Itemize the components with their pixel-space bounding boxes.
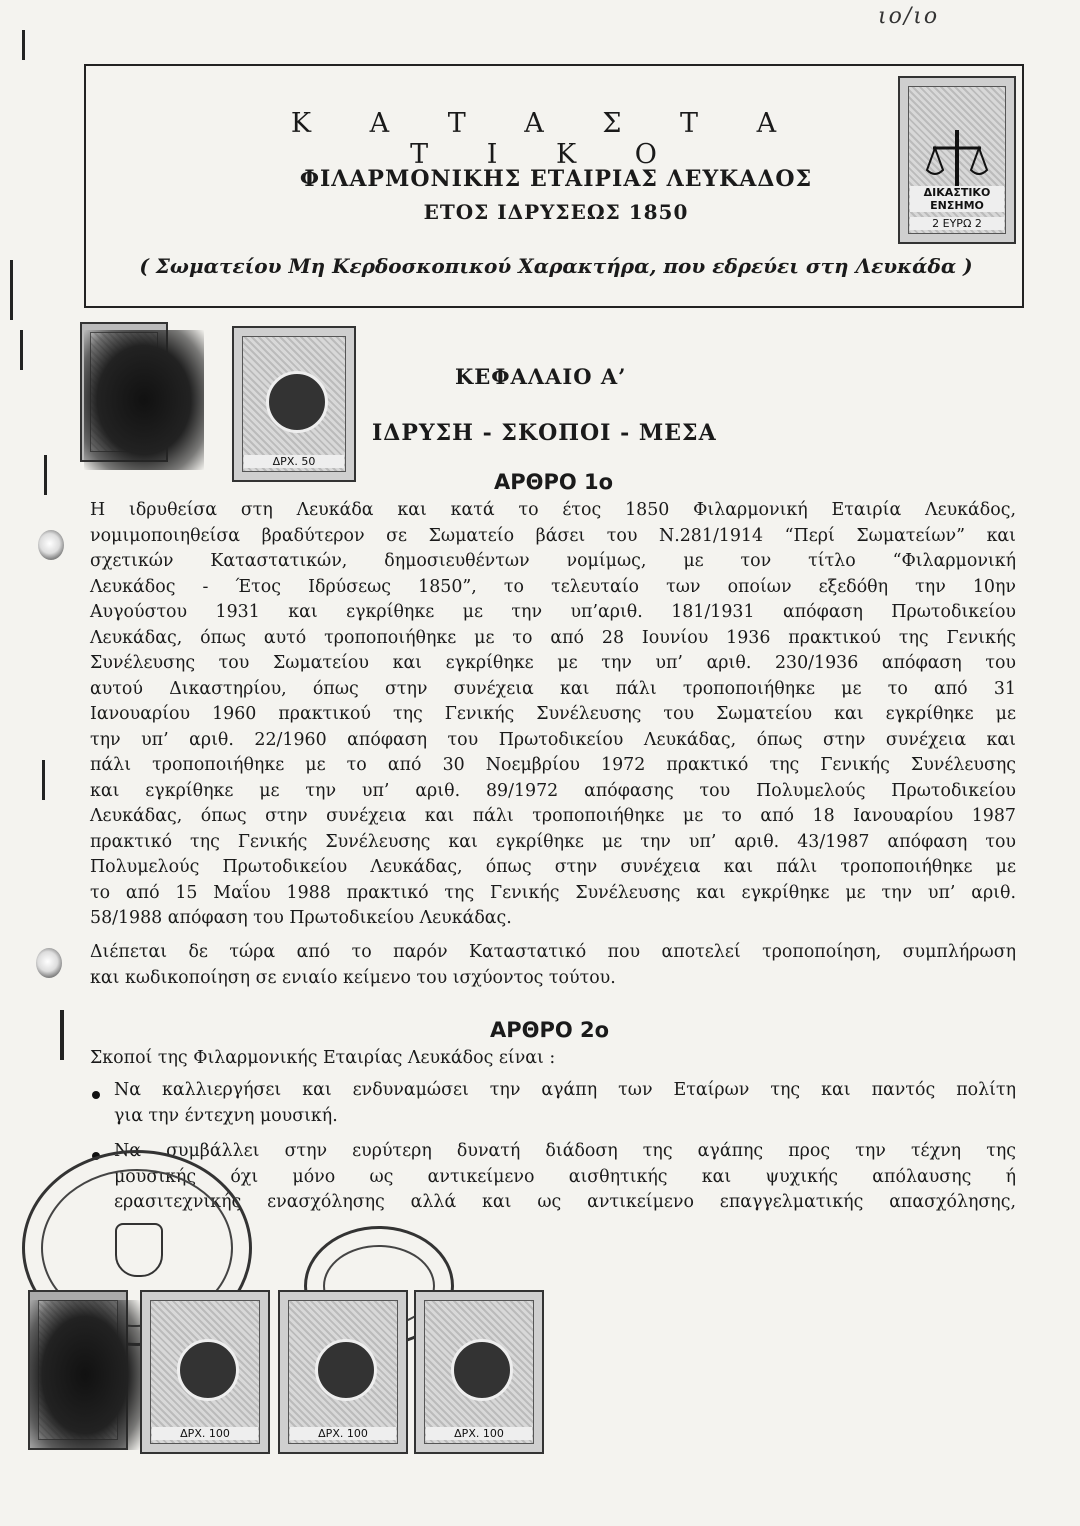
text-line: Να συμβάλλει στην ευρύτερη δυνατή διάδοση της αγάπης προς την τέχνη της <box>114 1141 1016 1161</box>
stamp-value: ΔΡΧ. 100 <box>152 1427 258 1440</box>
cancellation-ink-icon <box>84 330 204 470</box>
punch-hole <box>36 948 62 978</box>
bullet-icon <box>92 1091 100 1099</box>
text-line: αυτού Δικαστηρίου, όπως στην συνέχεια και πάλι τροποποιήθηκε με το από 31 <box>90 678 1016 699</box>
stamp-value: ΔΡΧ. 100 <box>290 1427 396 1440</box>
stamp-value: ΔΡΧ. 100 <box>426 1427 532 1440</box>
scan-mark <box>20 330 23 370</box>
scan-mark <box>60 1010 64 1060</box>
hermes-revenue-stamp-icon <box>278 1290 408 1454</box>
text-line: και εγκρίθηκε με την υπ’ αριθ. 89/1972 απόφασης του Πολυμελούς Πρωτοδικείου <box>90 780 1016 801</box>
hermes-revenue-stamp-icon <box>414 1290 544 1454</box>
revenue-stamp-icon <box>898 76 1016 244</box>
text-line: πάλι τροποποιήθηκε με το από 30 Νοεμβρίου 1972 πρακτικό της Γενικής Συνέλευσης <box>90 755 1016 775</box>
text-line: Διέπεται δε τώρα από το παρόν Καταστατικό που αποτελεί τροποποίηση, συμπλήρωση <box>90 942 1016 962</box>
cancellation-ink-icon <box>30 1300 140 1450</box>
organization-note: ( Σωματείου Μη Κερδοσκοπικού Χαρακτήρα, που εδρεύει στη Λευκάδα ) <box>139 254 973 278</box>
text-line: για την έντεχνη μουσική. <box>114 1105 338 1126</box>
handwritten-page-note: ιο/ιο <box>878 4 940 29</box>
hermes-revenue-stamp-icon <box>140 1290 270 1454</box>
text-line: μουσικής όχι μόνο ως αντικείμενο αισθητικής και ψυχικής απόλαυσης ή <box>114 1166 1016 1187</box>
text-line: Πολυμελούς Πρωτοδικείου Λευκάδας, όπως στην συνέχεια και πάλι τροποποιήθηκε με <box>90 857 1016 877</box>
text-line: Αυγούστου 1931 και εγκρίθηκε με την υπ’αριθ. 181/1931 απόφαση Πρωτοδικείου <box>90 602 1016 622</box>
text-line: Η ιδρυθείσα στη Λευκάδα και κατά το έτος 1850 Φιλαρμονική Εταιρία Λευκάδος, <box>90 500 1016 520</box>
text-line: ερασιτεχνικής ενασχόλησης αλλά και ως αντικείμενο επαγγελματικής απασχόλησης, <box>114 1192 1016 1212</box>
text-line: πρακτικό της Γενικής Συνέλευσης και εγκρίθηκε με την υπ’ αριθ. 43/1987 απόφαση του <box>90 831 1016 852</box>
text-line: 58/1988 απόφαση του Πρωτοδικείου Λευκάδας. <box>90 908 512 928</box>
document-title: Κ Α Τ Α Σ Τ Α Τ Ι Κ Ο <box>290 108 802 170</box>
punch-hole <box>38 530 64 560</box>
text-line: Λευκάδας, όπως στην συνέχεια και πάλι τροποποιήθηκε με το από 18 Ιανουαρίου 1987 <box>90 806 1016 826</box>
scan-mark <box>22 30 25 60</box>
title-box <box>84 64 1024 308</box>
hermes-revenue-stamp-icon <box>232 326 356 482</box>
article-2-objective-2 <box>114 1139 1016 1216</box>
text-line: Λευκάδας, όπως αυτό τροποποιήθηκε με το από 28 Ιουνίου 1936 πρακτικού της Γενικής <box>90 627 1016 648</box>
text-line: Να καλλιεργήσει και ενδυναμώσει την αγάπη των Εταίρων της και παντός πολίτη <box>114 1080 1016 1100</box>
stamp-value: ΔΡΧ. 50 <box>244 455 344 468</box>
article-2-intro: Σκοποί της Φιλαρμονικής Εταιρίας Λευκάδος είναι : <box>90 1048 556 1068</box>
organization-name: ΦΙΛΑΡΜΟΝΙΚΗΣ ΕΤΑΙΡΙΑΣ ΛΕΥΚΑΔΟΣ <box>299 166 813 192</box>
founding-year: ΕΤΟΣ ΙΔΡΥΣΕΩΣ 1850 <box>423 200 689 224</box>
article-2-heading: ΑΡΘΡΟ 2ο <box>490 1018 610 1042</box>
article-1-text <box>90 498 1016 932</box>
article-1-closing-text <box>90 940 1016 991</box>
text-line: νομιμοποιηθείσα βραδύτερον σε Σωματείο βάσει του Ν.281/1914 “Περί Σωματείων” και <box>90 525 1016 546</box>
text-line: Λευκάδος - Έτος Ιδρύσεως 1850”, το τελευταίο των οποίων εξεδόθη την 10ην <box>90 576 1016 597</box>
scan-mark <box>42 760 45 800</box>
chapter-title: ΚΕΦΑΛΑΙΟ Α’ <box>455 364 627 389</box>
scan-mark <box>44 455 47 495</box>
text-line: σχετικών Καταστατικών, δημοσιευθέντων νομίμως, με τον τίτλο “Φιλαρμονική <box>90 551 1016 571</box>
article-1-heading: ΑΡΘΡΟ 1ο <box>494 470 614 494</box>
scan-mark <box>10 260 13 320</box>
text-line: την υπ’ αριθ. 22/1960 απόφαση του Πρωτοδικείου Λευκάδας, όπως στην συνέχεια και <box>90 729 1016 750</box>
section-title: ΙΔΡΥΣΗ - ΣΚΟΠΟΙ - ΜΕΣΑ <box>372 420 717 446</box>
stamp-label: ΔΙΚΑΣΤΙΚΟ ΕΝΣΗΜΟ <box>910 186 1004 212</box>
text-line: και κωδικοποίηση σε ενιαίο κείμενο του ισχύοντος τούτου. <box>90 967 616 988</box>
article-2-objective-1 <box>114 1078 1016 1129</box>
text-line: Συνέλευσης του Σωματείου και εγκρίθηκε με την υπ’ αριθ. 230/1936 απόφαση του <box>90 653 1016 673</box>
text-line: Ιανουαρίου 1960 πρακτικού της Γενικής Συνέλευσης του Σωματείου και εγκρίθηκε με <box>90 704 1016 724</box>
text-line: το από 15 Μαΐου 1988 πρακτικό της Γενικής Συνέλευσης και εγκρίθηκε με την υπ’ αριθ. <box>90 882 1016 903</box>
stamp-value: 2 ΕΥΡΩ 2 <box>910 217 1004 230</box>
